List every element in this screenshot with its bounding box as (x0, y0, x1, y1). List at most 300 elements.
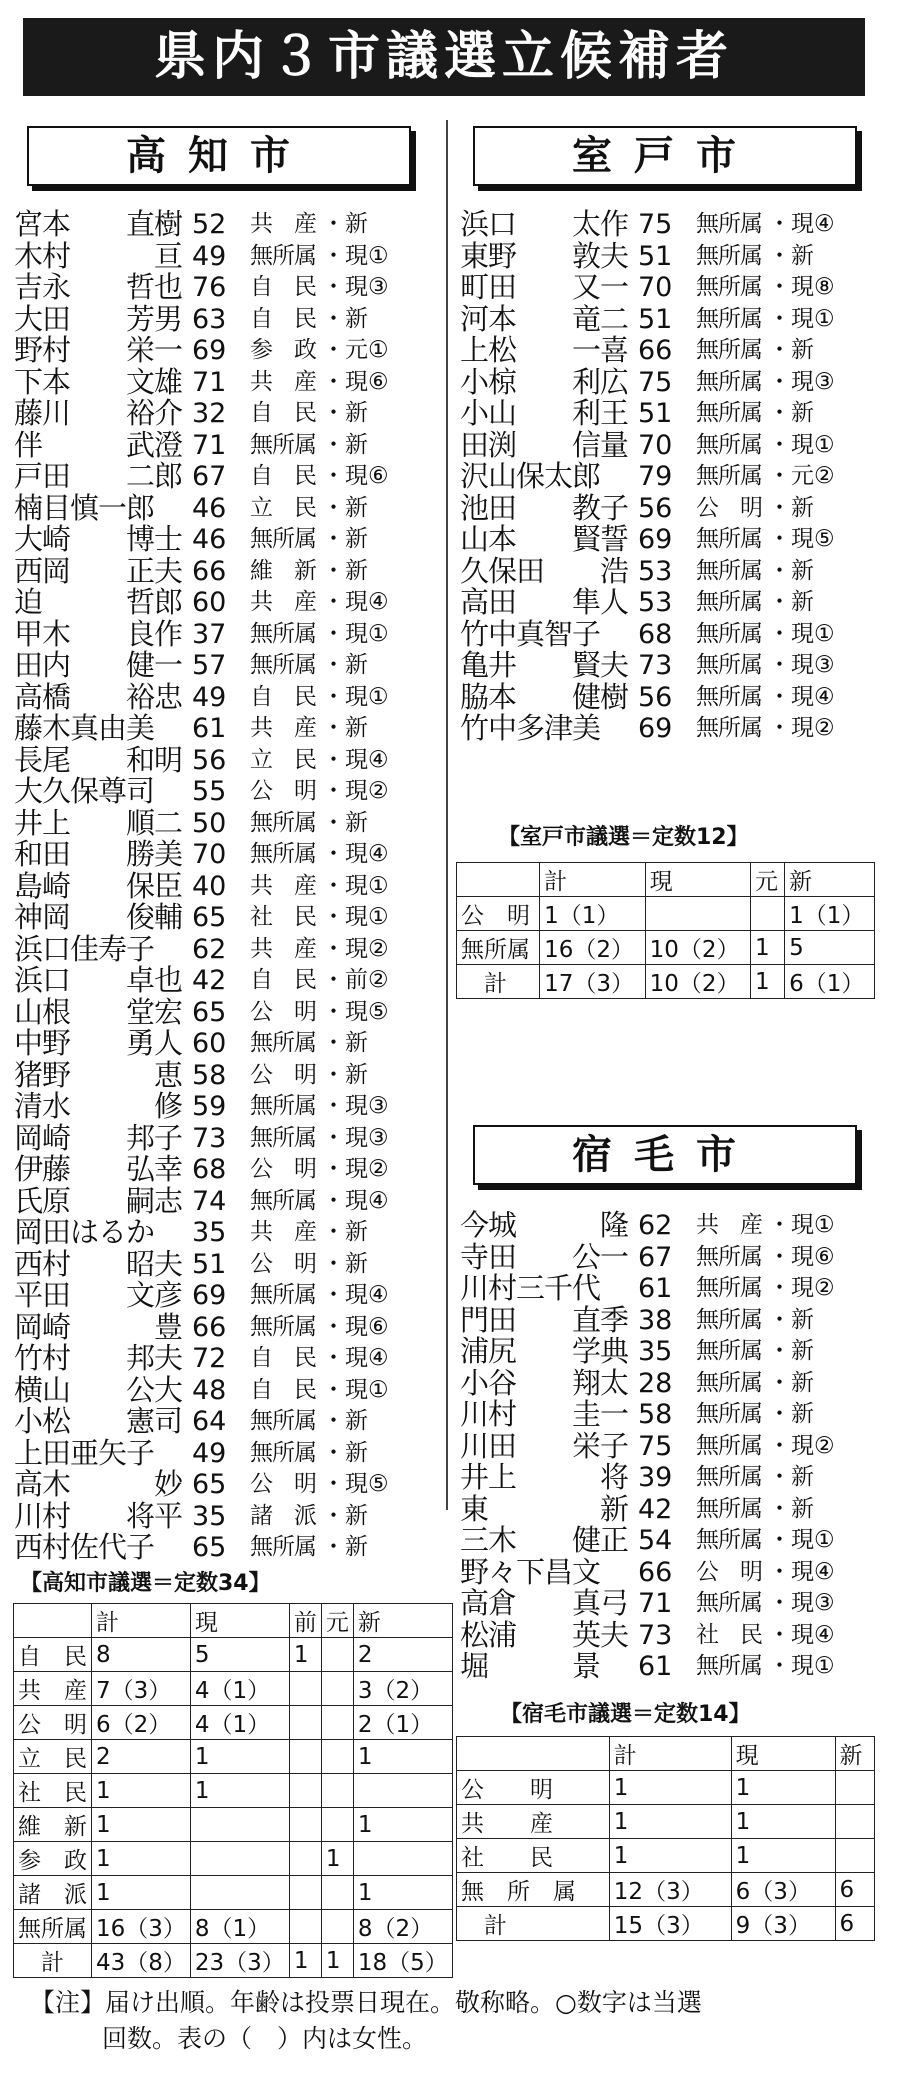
candidate-status: ・現① (768, 1212, 835, 1238)
table-cell: 2 (353, 1638, 452, 1672)
muroto-summary-title: 【室戸市議選＝定数12】 (498, 825, 749, 850)
candidate-name: 小松 憲司 (14, 1404, 183, 1438)
candidate-party: 自 民 (250, 463, 316, 489)
candidate-party: 無所属 (696, 1432, 762, 1459)
candidate-name: 和田 勝美 (14, 837, 183, 871)
table-cell (751, 897, 785, 931)
candidate-name: 亀井 賢夫 (460, 648, 629, 682)
candidate-name: 山根 堂宏 (14, 994, 183, 1029)
candidate-name: 久保田 浩 (460, 553, 629, 588)
candidate-age: 65 (192, 996, 227, 1028)
table-header-cell: 現 (190, 1604, 289, 1638)
table-cell (289, 1842, 321, 1876)
candidate-status: ・新 (322, 1439, 368, 1466)
candidate-row (14, 1057, 434, 1092)
muroto-summary-table (456, 862, 875, 999)
candidate-name: 脇本 健樹 (460, 679, 629, 714)
candidate-row (14, 965, 434, 997)
candidate-name: 小山 利王 (460, 396, 629, 430)
candidate-status: ・新 (322, 400, 368, 426)
candidate-age: 79 (638, 461, 673, 492)
table-cell: 7（3） (92, 1672, 191, 1706)
candidate-party: 無所属 (696, 337, 762, 363)
candidate-party: 無所属 (696, 368, 762, 395)
candidate-party: 共 産 (250, 872, 316, 899)
candidate-age: 46 (192, 492, 227, 524)
candidate-status: ・新 (322, 652, 368, 678)
table-header-cell (457, 863, 540, 897)
candidate-name: 伴 武澄 (14, 427, 183, 462)
candidate-name: 大久保尊司 (14, 774, 155, 808)
candidate-party: 無所属 (696, 1653, 762, 1679)
candidate-status: ・現④ (322, 1282, 389, 1308)
candidate-status: ・現④ (322, 1187, 389, 1214)
candidate-age: 48 (192, 1374, 227, 1406)
candidate-status: ・新 (322, 1408, 368, 1434)
candidate-status: ・新 (322, 1061, 368, 1088)
candidate-status: ・現⑥ (322, 1313, 389, 1340)
candidate-row (14, 524, 434, 556)
table-header-cell: 新 (785, 863, 875, 897)
candidate-name: 東野 敦夫 (460, 238, 629, 273)
table-row (457, 897, 875, 931)
candidate-party: 公 明 (250, 778, 316, 804)
table-cell: 1 (289, 1638, 321, 1672)
table-cell: 12（3） (609, 1873, 731, 1907)
candidate-name: 大田 芳男 (14, 301, 183, 336)
kochi-header: 高知市 (27, 126, 411, 186)
table-cell: 1 (92, 1808, 191, 1842)
table-cell: 公 明 (14, 1706, 92, 1740)
candidate-status: ・現① (322, 904, 389, 930)
candidate-status: ・現① (322, 620, 389, 647)
candidate-row (14, 1217, 434, 1249)
candidate-row (460, 335, 880, 367)
candidate-age: 56 (638, 681, 673, 713)
candidate-party: 参 政 (250, 337, 316, 363)
table-cell (321, 1876, 353, 1910)
table-cell: 1 (92, 1842, 191, 1876)
table-cell: 1 (353, 1740, 452, 1774)
candidate-row (14, 1154, 434, 1186)
table-cell: 6（2） (92, 1706, 191, 1740)
candidate-status: ・現② (768, 715, 835, 741)
table-cell: 1 (751, 965, 785, 999)
candidate-name: 山本 賢誓 (460, 522, 629, 556)
candidate-status: ・現④ (768, 1621, 835, 1648)
candidate-name: 竹中真智子 (460, 616, 601, 651)
candidate-party: 自 民 (250, 400, 316, 426)
candidate-status: ・現① (322, 872, 389, 899)
candidate-name: 田内 健一 (14, 648, 183, 682)
candidate-party: 社 民 (696, 1621, 762, 1648)
candidate-name: 田渕 信量 (460, 427, 629, 462)
table-row (457, 965, 875, 999)
table-header-cell: 新 (353, 1604, 452, 1638)
table-header-cell: 計 (609, 1737, 731, 1771)
candidate-row (14, 902, 434, 934)
candidate-party: 共 産 (250, 589, 316, 615)
table-header-row (457, 1737, 875, 1771)
candidate-name: 岡崎 邦子 (14, 1120, 183, 1155)
candidate-row (14, 868, 434, 903)
candidate-name: 西岡 正夫 (14, 553, 183, 588)
candidate-age: 42 (192, 965, 227, 996)
candidate-name: 西村 昭夫 (14, 1246, 183, 1281)
table-cell (353, 1774, 452, 1808)
candidate-name: 藤川 裕介 (14, 396, 183, 430)
footnote-line-2: 回数。表の（ ）内は女性。 (102, 2024, 428, 2053)
candidate-row (14, 1343, 434, 1375)
candidate-status: ・現⑥ (322, 463, 389, 489)
candidate-name: 竹村 邦夫 (14, 1341, 183, 1375)
candidate-status: ・現③ (322, 1093, 389, 1119)
candidate-row (14, 742, 434, 777)
table-cell: 16（2） (540, 931, 645, 965)
candidate-party: 無所属 (250, 1439, 316, 1466)
table-cell: 共 産 (457, 1805, 610, 1839)
candidate-row (460, 461, 880, 493)
candidate-name: 高田 隼人 (460, 585, 629, 619)
candidate-age: 51 (638, 240, 673, 272)
candidate-row (14, 587, 434, 619)
table-cell: 10（2） (645, 931, 750, 965)
table-row (14, 1740, 453, 1774)
candidate-status: ・現① (322, 1376, 389, 1403)
candidate-age: 49 (192, 1437, 227, 1469)
candidate-age: 66 (638, 1556, 673, 1588)
candidate-age: 67 (192, 461, 227, 492)
candidate-status: ・現③ (768, 368, 835, 395)
candidate-party: 無所属 (696, 1275, 762, 1301)
table-cell: 6（1） (785, 965, 875, 999)
candidate-name: 小谷 翔太 (460, 1365, 629, 1400)
candidate-name: 長尾 和明 (14, 742, 183, 777)
candidate-name: 藤木真由美 (14, 711, 155, 745)
candidate-age: 66 (192, 555, 227, 587)
candidate-status: ・現① (768, 1653, 835, 1679)
candidate-row (14, 713, 434, 745)
candidate-status: ・新 (768, 242, 814, 269)
candidate-status: ・新 (322, 211, 368, 237)
table-row (457, 1771, 875, 1805)
table-cell (289, 1910, 321, 1944)
candidate-party: 無所属 (696, 620, 762, 647)
candidate-status: ・現④ (768, 683, 835, 710)
candidate-row (460, 1365, 880, 1400)
candidate-party: 公 明 (250, 1250, 316, 1277)
candidate-status: ・現⑥ (768, 1243, 835, 1270)
candidate-row (460, 1588, 880, 1620)
table-cell (289, 1876, 321, 1910)
candidate-name: 迫 哲郎 (14, 585, 183, 619)
candidate-age: 65 (192, 902, 227, 933)
candidate-party: 共 産 (250, 1219, 316, 1245)
candidate-party: 無所属 (250, 1313, 316, 1340)
candidate-name: 今城 隆 (460, 1208, 629, 1242)
candidate-row (14, 839, 434, 871)
candidate-age: 51 (638, 398, 673, 429)
table-cell: 1 (751, 931, 785, 965)
candidate-status: ・現① (322, 242, 389, 269)
candidate-status: ・現④ (322, 1345, 389, 1371)
candidate-status: ・新 (768, 1401, 814, 1427)
candidate-age: 51 (192, 1248, 227, 1280)
table-cell: 3（2） (353, 1672, 452, 1706)
table-header-cell: 現 (645, 863, 750, 897)
candidate-party: 無所属 (696, 1369, 762, 1396)
table-cell: 1 (609, 1771, 731, 1805)
candidate-row (14, 805, 434, 840)
candidate-status: ・新 (322, 431, 368, 458)
candidate-row (14, 1120, 434, 1155)
table-cell: 無所属 (457, 931, 540, 965)
candidate-row (460, 427, 880, 462)
candidate-row (460, 490, 880, 525)
candidate-age: 42 (638, 1493, 673, 1525)
table-cell (321, 1808, 353, 1842)
table-cell: 1 (190, 1740, 289, 1774)
candidate-status: ・現⑤ (768, 526, 835, 552)
candidate-row (460, 587, 880, 619)
candidate-age: 76 (192, 272, 227, 303)
candidate-name: 平田 文彦 (14, 1278, 183, 1312)
candidate-age: 46 (192, 524, 227, 555)
candidate-status: ・新 (322, 1250, 368, 1277)
column-divider (446, 120, 448, 1510)
candidate-age: 32 (192, 398, 227, 429)
candidate-party: 自 民 (250, 274, 316, 300)
candidate-name: 大崎 博士 (14, 522, 183, 556)
table-cell: 維 新 (14, 1808, 92, 1842)
table-cell: 9（3） (731, 1907, 835, 1941)
candidate-name: 堀 景 (460, 1649, 601, 1683)
table-cell (645, 897, 750, 931)
table-cell: 5 (785, 931, 875, 965)
candidate-row (460, 209, 880, 241)
table-cell: 2 (92, 1740, 191, 1774)
candidate-name: 横山 公大 (14, 1372, 183, 1407)
candidate-status: ・新 (322, 715, 368, 741)
table-cell: 立 民 (14, 1740, 92, 1774)
table-cell (353, 1842, 452, 1876)
table-cell: 15（3） (609, 1907, 731, 1941)
table-cell: 1 (92, 1774, 191, 1808)
candidate-age: 61 (638, 1273, 673, 1304)
candidate-party: 自 民 (250, 305, 316, 332)
candidate-party: 公 明 (696, 1558, 762, 1585)
candidate-party: 無所属 (696, 242, 762, 269)
candidate-name: 戸田 二郎 (14, 459, 183, 493)
candidate-party: 公 明 (250, 1156, 316, 1182)
candidate-row (14, 301, 434, 336)
table-cell (289, 1808, 321, 1842)
candidate-party: 共 産 (250, 715, 316, 741)
table-cell (321, 1910, 353, 1944)
table-cell: 公 明 (457, 1771, 610, 1805)
table-cell: 無 所 属 (457, 1873, 610, 1907)
table-header-cell: 元 (321, 1604, 353, 1638)
candidate-status: ・元② (768, 463, 835, 489)
candidate-name: 町田 又一 (460, 270, 629, 304)
candidate-name: 沢山保太郎 (460, 459, 601, 493)
candidate-row (460, 524, 880, 556)
table-header-row (14, 1604, 453, 1638)
table-cell: 1 (92, 1876, 191, 1910)
candidate-name: 中野 勇人 (14, 1026, 183, 1060)
candidate-age: 68 (638, 618, 673, 650)
table-cell: 5 (190, 1638, 289, 1672)
table-header-cell: 新 (835, 1737, 874, 1771)
candidate-age: 56 (638, 492, 673, 524)
candidate-name: 宮本 直樹 (14, 207, 183, 241)
table-row (14, 1808, 453, 1842)
table-cell: 社 民 (14, 1774, 92, 1808)
candidate-status: ・新 (322, 809, 368, 836)
candidate-status: ・現② (322, 1156, 389, 1182)
table-row (457, 1805, 875, 1839)
candidate-party: 諸 派 (250, 1502, 316, 1529)
candidate-party: 無所属 (696, 1527, 762, 1553)
candidate-party: 無所属 (250, 809, 316, 836)
candidate-name: 川村 将平 (14, 1498, 183, 1533)
candidate-age: 73 (192, 1122, 227, 1154)
candidate-party: 共 産 (696, 1212, 762, 1238)
table-row (457, 1907, 875, 1941)
candidate-row (14, 650, 434, 682)
candidate-name: 岡田はるか (14, 1215, 155, 1249)
candidate-row (14, 1435, 434, 1470)
table-row (14, 1910, 453, 1944)
candidate-age: 59 (192, 1091, 227, 1122)
candidate-row (14, 1532, 434, 1564)
candidate-party: 無所属 (696, 715, 762, 741)
candidate-row (14, 490, 434, 525)
candidate-status: ・現④ (322, 746, 389, 773)
candidate-row (14, 1028, 434, 1060)
candidate-party: 立 民 (250, 746, 316, 773)
candidate-party: 自 民 (250, 1345, 316, 1371)
table-header-cell (457, 1737, 610, 1771)
candidate-age: 35 (192, 1500, 227, 1532)
candidate-row (460, 1462, 880, 1494)
candidate-status: ・新 (322, 1219, 368, 1245)
candidate-age: 53 (638, 587, 673, 618)
table-cell (321, 1672, 353, 1706)
candidate-row (14, 1309, 434, 1344)
candidate-party: 無所属 (696, 1464, 762, 1490)
table-row (457, 1873, 875, 1907)
table-row (14, 1944, 453, 1978)
candidate-name: 上田亜矢子 (14, 1435, 155, 1470)
candidate-row (460, 1428, 880, 1463)
table-cell: 参 政 (14, 1842, 92, 1876)
candidate-status: ・現④ (322, 841, 389, 867)
table-cell (190, 1876, 289, 1910)
candidate-name: 伊藤 弘幸 (14, 1152, 183, 1186)
candidate-name: 上松 一喜 (460, 333, 629, 367)
table-cell: 6 (835, 1907, 874, 1941)
candidate-age: 55 (192, 776, 227, 807)
candidate-status: ・現④ (322, 589, 389, 615)
candidate-age: 51 (638, 303, 673, 335)
candidate-row (460, 553, 880, 588)
table-cell: 1（1） (785, 897, 875, 931)
candidate-status: ・現③ (768, 1590, 835, 1616)
candidate-age: 28 (638, 1367, 673, 1399)
table-cell: 1 (353, 1876, 452, 1910)
candidate-age: 61 (638, 1651, 673, 1682)
table-header-cell: 計 (540, 863, 645, 897)
table-cell: 8（1） (190, 1910, 289, 1944)
candidate-row (14, 398, 434, 430)
candidate-name: 楠目慎一郎 (14, 490, 155, 525)
candidate-party: 公 明 (696, 494, 762, 521)
candidate-party: 共 産 (250, 368, 316, 395)
candidate-row (14, 931, 434, 966)
candidate-age: 49 (192, 681, 227, 713)
candidate-status: ・元① (322, 337, 389, 363)
candidate-status: ・新 (768, 1338, 814, 1364)
candidate-party: 無所属 (696, 683, 762, 710)
table-cell: 1（1） (540, 897, 645, 931)
table-header-cell (14, 1604, 92, 1638)
candidate-name: 東 新 (460, 1491, 629, 1526)
candidate-name: 河本 竜二 (460, 301, 629, 336)
candidate-name: 野々下昌文 (460, 1554, 601, 1589)
candidate-age: 66 (192, 1311, 227, 1343)
candidate-row (460, 238, 880, 273)
candidate-row (14, 238, 434, 273)
candidate-name: 浜口 卓也 (14, 963, 183, 997)
candidate-row (460, 272, 880, 304)
candidate-name: 小椋 利広 (460, 364, 629, 399)
candidate-row (460, 1617, 880, 1652)
candidate-party: 無所属 (696, 589, 762, 615)
candidate-party: 無所属 (250, 1187, 316, 1214)
candidate-status: ・新 (768, 589, 814, 615)
candidate-party: 無所属 (250, 1408, 316, 1434)
candidate-name: 浜口佳寿子 (14, 931, 155, 966)
candidate-age: 58 (192, 1059, 227, 1091)
candidate-age: 68 (192, 1154, 227, 1185)
candidate-status: ・新 (322, 557, 368, 584)
table-cell: 1 (609, 1805, 731, 1839)
kochi-candidate-list (14, 209, 434, 1564)
candidate-party: 無所属 (696, 274, 762, 300)
candidate-party: 社 民 (250, 904, 316, 930)
candidate-row (460, 1399, 880, 1431)
candidate-status: ・現② (322, 935, 389, 962)
table-cell (289, 1740, 321, 1774)
table-cell: 4（1） (190, 1672, 289, 1706)
candidate-row (14, 272, 434, 304)
table-cell: 計 (14, 1944, 92, 1978)
candidate-party: 共 産 (250, 935, 316, 962)
muroto-header: 室戸市 (473, 126, 857, 186)
candidate-name: 井上 順二 (14, 805, 183, 840)
candidate-status: ・現② (768, 1275, 835, 1301)
table-cell (321, 1638, 353, 1672)
candidate-party: 無所属 (696, 431, 762, 458)
table-cell: 計 (457, 1907, 610, 1941)
candidate-row (14, 1406, 434, 1438)
table-cell: 16（3） (92, 1910, 191, 1944)
candidate-party: 無所属 (696, 211, 762, 237)
candidate-party: 無所属 (696, 1590, 762, 1616)
table-row (14, 1706, 453, 1740)
table-header-cell: 前 (289, 1604, 321, 1638)
